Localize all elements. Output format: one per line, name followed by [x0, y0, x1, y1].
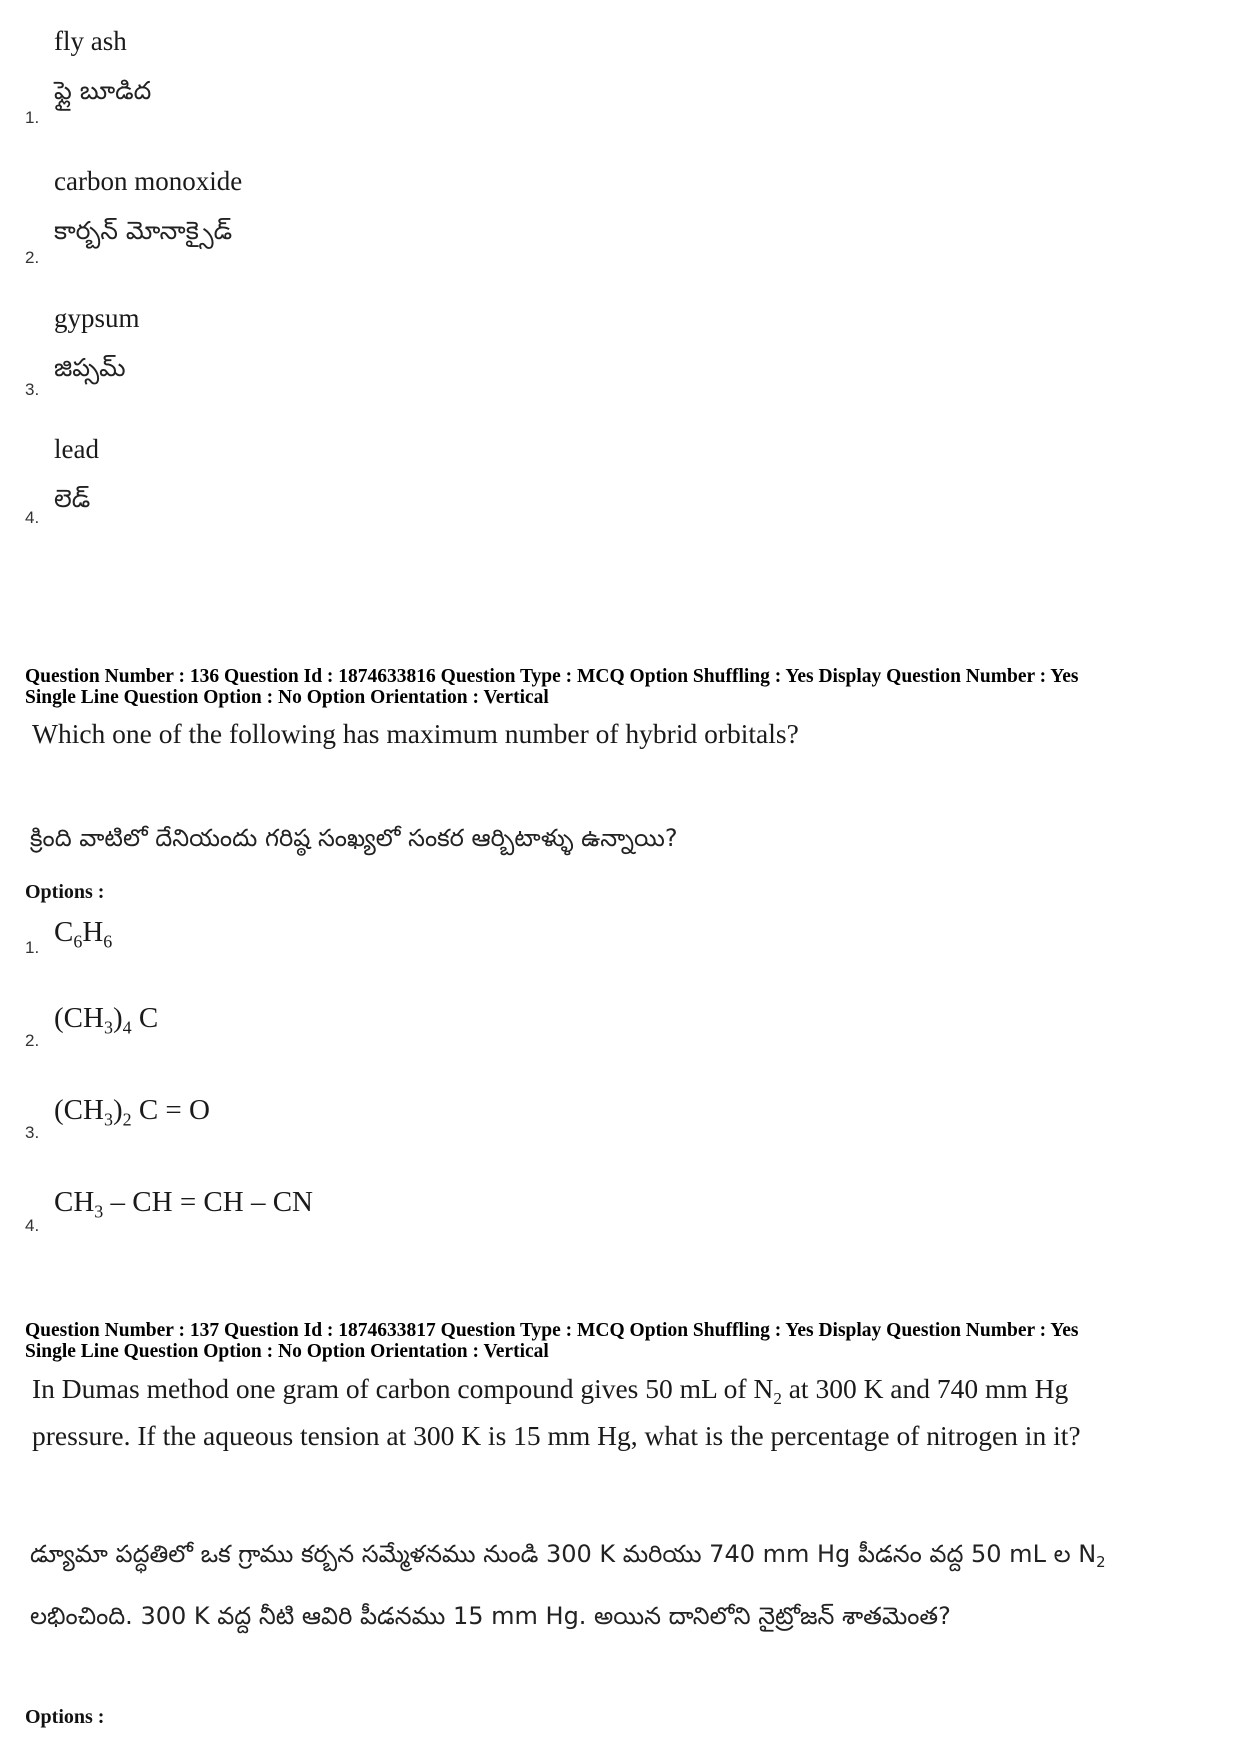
option-text-te: లెడ్ — [54, 484, 91, 513]
option-number: 3. — [25, 380, 40, 399]
option-number: 2. — [25, 1031, 40, 1050]
options-label: Options : — [25, 881, 105, 903]
question-text-te: క్రింది వాటిలో దేనియందు గరిష్ఠ సంఖ్యలో సంకర ఆర్బిటాళ్ళు ఉన్నాయి? — [30, 824, 678, 852]
question-text-te: డ్యూమా పద్ధతిలో ఒక గ్రాము కర్బన సమ్మేళనము నుండి 300 K మరియు 740 mm Hg పీడనం వద్ద 50 mL ల $N_2$ లభించింది. 300 K వద్ద నీటి ఆవిరి పీడనము 15 mm Hg. అయిన దానిలోని నైట్రోజన్ శాతమెంత? — [30, 1540, 1106, 1631]
question-text-en: Which one of the following has maximum number of hybrid orbitals? — [32, 718, 799, 749]
options-label: Options : — [25, 1706, 105, 1728]
option-formula: $C_6H_6$ — [54, 916, 113, 952]
option-text-en: carbon monoxide — [54, 166, 243, 196]
question-text-en: In Dumas method one gram of carbon compound gives 50 mL of $N_2$ at 300 K and 740 mm Hg pressure. If the aqueous tension at 300 K is 15 mm Hg, what is the percentage of nitrogen in it? — [32, 1373, 1081, 1451]
option-text-en: gypsum — [54, 303, 140, 333]
option-number: 4. — [25, 1216, 40, 1235]
option-formula: $(CH_3)_2$ C = O — [54, 1094, 210, 1130]
option-number: 4. — [25, 508, 40, 527]
option-number: 1. — [25, 938, 40, 957]
question-meta-line-2: Single Line Question Option : No Option Orientation : Vertical — [25, 687, 549, 708]
option-text-en: lead — [54, 434, 99, 464]
option-number: 3. — [25, 1123, 40, 1142]
option-number: 1. — [25, 108, 40, 127]
question-meta-line-1: Question Number : 137 Question Id : 1874633817 Question Type : MCQ Option Shuffling : Yes Display Question Number : Yes — [25, 1320, 1079, 1341]
question-meta-line-2: Single Line Question Option : No Option Orientation : Vertical — [25, 1341, 549, 1362]
option-text-te: ఫ్లై బూడిద — [54, 76, 152, 105]
option-text-te: జిప్సమ్ — [54, 353, 126, 382]
option-text-en: fly ash — [54, 26, 127, 56]
option-number: 2. — [25, 248, 40, 267]
option-text-te: కార్బన్ మోనాక్సైడ్ — [54, 216, 233, 245]
option-formula: $CH_3$ – CH = CH – CN — [54, 1186, 313, 1222]
question-meta-line-1: Question Number : 136 Question Id : 1874633816 Question Type : MCQ Option Shuffling : Yes Display Question Number : Yes — [25, 666, 1079, 687]
option-formula: $(CH_3)_4$ C — [54, 1002, 159, 1038]
